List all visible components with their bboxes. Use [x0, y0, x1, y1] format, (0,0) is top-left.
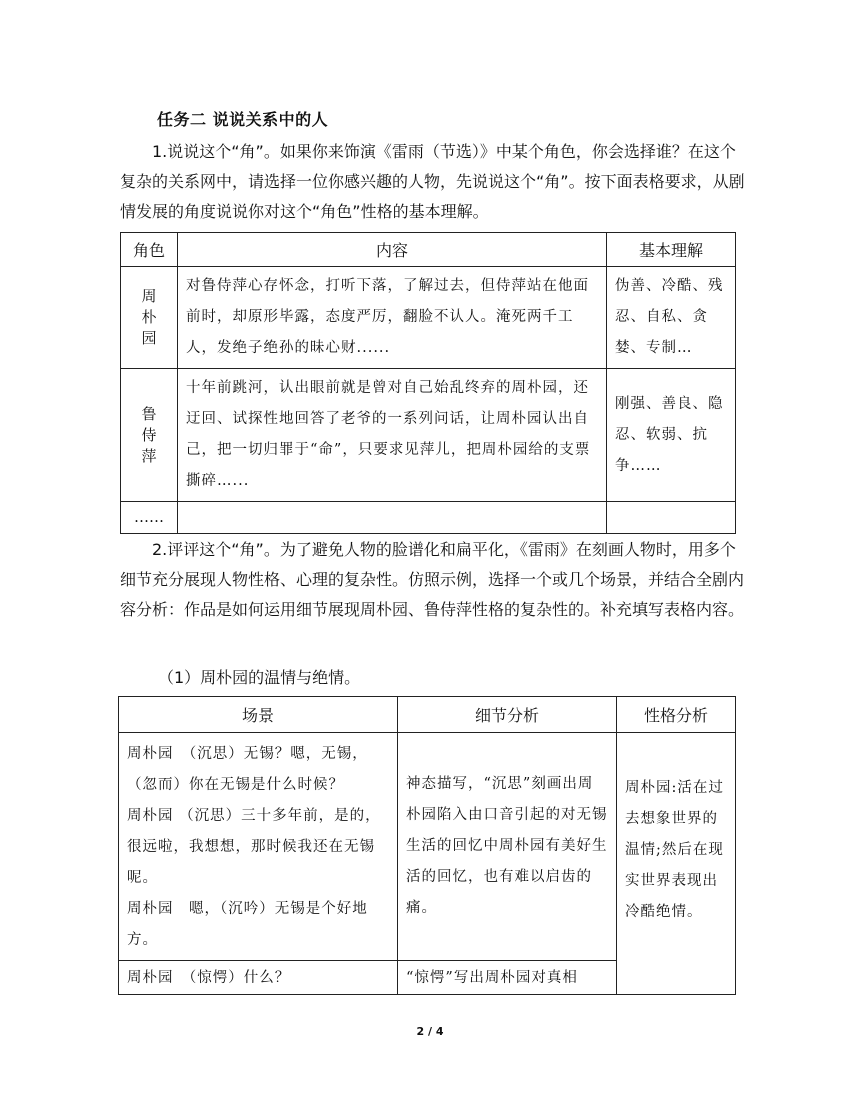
- scene-line: 周朴园 （沉思）三十多年前，是的，很远啦，我想想，那时候我还在无锡呢。: [127, 808, 381, 886]
- scene-line: 周朴园 嗯，（沉吟）无锡是个好地方。: [127, 901, 368, 948]
- question-2-paragraph: 2.评评这个“角”。为了避免人物的脸谱化和扁平化，《雷雨》在刻画人物时，用多个细节充分展现人物性格、心理的复杂性。仿照示例，选择一个或几个场景，并结合全剧内容分析：作品是如何运用细节展现周朴园、鲁侍萍性格的复杂性的。补充填写表格内容。: [120, 540, 745, 619]
- role-char: 园: [141, 329, 157, 347]
- header-understanding: 基本理解: [607, 233, 736, 267]
- role-char: 朴: [141, 308, 157, 326]
- scene-line: （忽而）你在无锡是什么时候？: [127, 777, 344, 793]
- role-table-header-row: [121, 233, 736, 267]
- understanding-cell: 刚强、善良、隐忍、软弱、抗争……: [607, 369, 736, 502]
- scene-cell: 周朴园 （惊愕）什么？: [119, 961, 398, 995]
- detail-analysis-cell: 神态描写，“沉思”刻画出周朴园陷入由口音引起的对无锡生活的回忆中周朴园有美好生活的回忆，也有难以启齿的痛。: [398, 733, 617, 961]
- table-row: [119, 733, 736, 961]
- role-char: 鲁: [141, 404, 157, 423]
- content-cell: [178, 502, 607, 534]
- content-cell: 对鲁侍萍心存怀念，打听下落，了解过去，但侍萍站在他面前时，却原形毕露，态度严厉，翻脸不认人。淹死两千工人，发绝子绝孙的昧心财......: [178, 267, 607, 369]
- scene-cell: [119, 733, 398, 961]
- question-1-paragraph: 1.说说这个“角”。如果你来饰演《雷雨（节选）》中某个角色，你会选择谁？在这个复杂的关系网中，请选择一位你感兴趣的人物，先说说这个“角”。按下面表格要求，从剧情发展的角度说说你对这个“角色”性格的基本理解。: [120, 142, 745, 221]
- table-row: [121, 369, 736, 502]
- role-name-cell: [121, 369, 178, 502]
- understanding-cell: 伪善、冷酷、残忍、自私、贪婪、专制…: [607, 267, 736, 369]
- task-heading: 任务二 说说关系中的人: [157, 110, 329, 129]
- scene-line: 周朴园 （沉思）无锡？嗯，无锡，: [127, 746, 368, 762]
- table-row: [121, 502, 736, 534]
- role-name-cell: [121, 502, 178, 534]
- role-name-cell: [121, 267, 178, 369]
- analysis-table: [118, 696, 736, 995]
- detail-analysis-cell: “惊愕”写出周朴园对真相: [398, 961, 617, 995]
- header-character-analysis: 性格分析: [617, 697, 736, 733]
- role-char: 萍: [141, 446, 157, 465]
- subheading: （1）周朴园的温情与绝情。: [158, 668, 361, 687]
- header-role: 角色: [121, 233, 178, 267]
- analysis-table-header-row: [119, 697, 736, 733]
- role-table: [120, 232, 736, 534]
- page-number: 2 / 4: [416, 1025, 444, 1038]
- role-char: 周: [141, 287, 157, 305]
- header-content: 内容: [178, 233, 607, 267]
- role-char: 侍: [141, 425, 157, 444]
- header-scene: 场景: [119, 697, 398, 733]
- character-analysis-cell: 周朴园:活在过去想象世界的温情;然后在现实世界表现出冷酷绝情。: [617, 733, 736, 995]
- understanding-cell: [607, 502, 736, 534]
- role-char: ……: [134, 508, 164, 526]
- table-row: [121, 267, 736, 369]
- header-detail-analysis: 细节分析: [398, 697, 617, 733]
- content-cell: 十年前跳河，认出眼前就是曾对自己始乱终弃的周朴园，还迂回、试探性地回答了老爷的一系列问话，让周朴园认出自己，把一切归罪于“命”，只要求见萍儿，把周朴园给的支票撕碎…...: [178, 369, 607, 502]
